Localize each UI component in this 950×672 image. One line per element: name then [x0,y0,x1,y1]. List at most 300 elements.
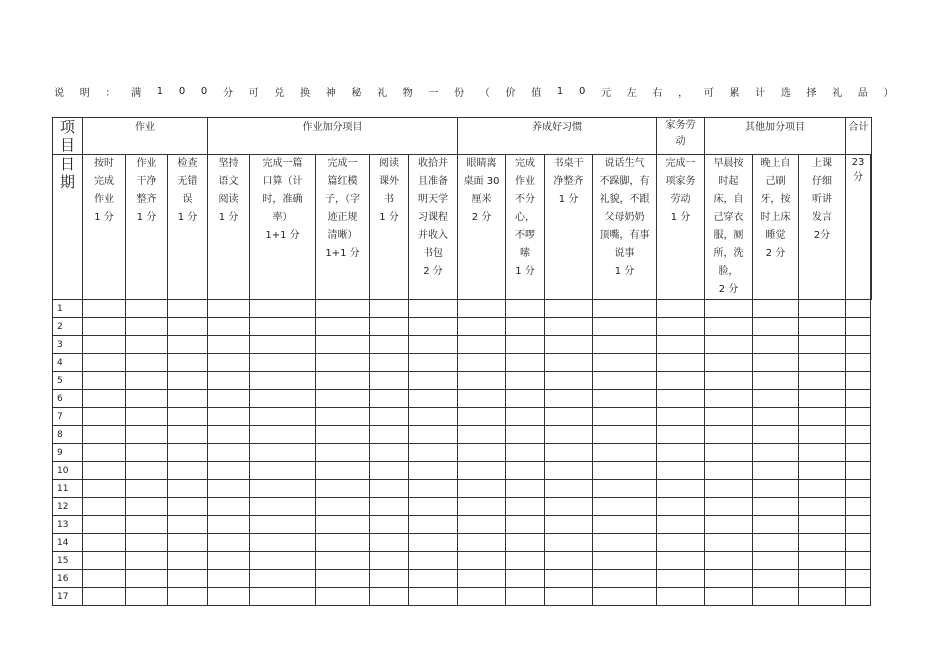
score-cell[interactable] [657,354,705,372]
score-cell[interactable] [753,300,799,318]
score-cell[interactable] [316,570,370,588]
score-cell[interactable] [370,372,409,390]
score-cell[interactable] [506,336,545,354]
score-cell[interactable] [545,552,593,570]
score-cell[interactable] [168,462,208,480]
score-cell[interactable] [657,300,705,318]
score-cell[interactable] [370,516,409,534]
score-cell[interactable] [168,372,208,390]
score-cell[interactable] [458,300,506,318]
score-cell[interactable] [250,462,316,480]
score-cell[interactable] [370,444,409,462]
score-cell[interactable] [370,336,409,354]
score-cell[interactable] [799,588,846,606]
score-cell[interactable] [168,318,208,336]
score-cell[interactable] [545,570,593,588]
score-cell[interactable] [846,534,871,552]
note-char: 右 [652,87,663,99]
score-cell[interactable] [316,372,370,390]
score-cell[interactable] [409,390,458,408]
score-cell[interactable] [593,426,657,444]
score-cell[interactable] [409,534,458,552]
score-cell[interactable] [458,336,506,354]
score-cell[interactable] [168,516,208,534]
score-cell[interactable] [506,570,545,588]
criterion-cell [409,155,458,300]
score-cell[interactable] [799,390,846,408]
score-cell[interactable] [208,372,250,390]
score-cell[interactable] [753,480,799,498]
score-cell[interactable] [208,570,250,588]
score-cell[interactable] [409,372,458,390]
score-cell[interactable] [545,318,593,336]
score-cell[interactable] [657,426,705,444]
score-cell[interactable] [545,444,593,462]
score-cell[interactable] [208,480,250,498]
score-cell[interactable] [83,480,126,498]
score-cell[interactable] [316,480,370,498]
score-cell[interactable] [126,390,168,408]
score-cell[interactable] [409,354,458,372]
score-cell[interactable] [846,300,871,318]
score-cell[interactable] [126,354,168,372]
score-cell[interactable] [545,372,593,390]
score-cell[interactable] [409,480,458,498]
score-cell[interactable] [753,390,799,408]
score-cell[interactable] [208,390,250,408]
score-cell[interactable] [593,300,657,318]
score-cell[interactable] [506,516,545,534]
score-cell[interactable] [705,588,753,606]
score-cell[interactable] [316,552,370,570]
score-cell[interactable] [409,588,458,606]
score-cell[interactable] [458,426,506,444]
score-cell[interactable] [168,534,208,552]
score-cell[interactable] [316,426,370,444]
score-cell[interactable] [83,534,126,552]
score-cell[interactable] [250,336,316,354]
score-cell[interactable] [126,570,168,588]
score-cell[interactable] [250,498,316,516]
score-cell[interactable] [846,588,871,606]
score-cell[interactable] [409,444,458,462]
score-cell[interactable] [506,354,545,372]
score-cell[interactable] [409,570,458,588]
score-cell[interactable] [506,444,545,462]
score-cell[interactable] [753,408,799,426]
score-cell[interactable] [126,426,168,444]
score-cell[interactable] [846,426,871,444]
score-cell[interactable] [316,534,370,552]
score-cell[interactable] [458,462,506,480]
score-cell[interactable] [316,318,370,336]
score-cell[interactable] [250,534,316,552]
score-cell[interactable] [409,336,458,354]
score-cell[interactable] [506,300,545,318]
score-cell[interactable] [208,354,250,372]
score-cell[interactable] [126,498,168,516]
score-cell[interactable] [506,588,545,606]
score-cell[interactable] [370,318,409,336]
score-cell[interactable] [458,498,506,516]
score-cell[interactable] [506,480,545,498]
score-cell[interactable] [799,318,846,336]
score-cell[interactable] [799,336,846,354]
score-cell[interactable] [168,354,208,372]
score-cell[interactable] [208,462,250,480]
score-cell[interactable] [846,516,871,534]
score-cell[interactable] [208,426,250,444]
score-cell[interactable] [545,516,593,534]
score-cell[interactable] [593,534,657,552]
score-cell[interactable] [83,390,126,408]
score-cell[interactable] [208,534,250,552]
score-cell[interactable] [83,444,126,462]
score-cell[interactable] [705,534,753,552]
score-cell[interactable] [126,336,168,354]
score-cell[interactable] [83,498,126,516]
score-cell[interactable] [593,588,657,606]
score-cell[interactable] [593,570,657,588]
score-cell[interactable] [846,354,871,372]
score-cell[interactable] [370,588,409,606]
score-cell[interactable] [168,552,208,570]
score-cell[interactable] [799,480,846,498]
score-cell[interactable] [506,534,545,552]
score-cell[interactable] [506,498,545,516]
score-cell[interactable] [799,300,846,318]
score-cell[interactable] [657,462,705,480]
score-cell[interactable] [753,354,799,372]
score-cell[interactable] [593,480,657,498]
score-cell[interactable] [83,516,126,534]
score-cell[interactable] [208,516,250,534]
score-cell[interactable] [83,552,126,570]
note-char: ： [105,87,116,99]
score-cell[interactable] [316,516,370,534]
score-cell[interactable] [208,588,250,606]
score-cell[interactable] [370,570,409,588]
score-cell[interactable] [208,552,250,570]
score-cell[interactable] [593,318,657,336]
score-cell[interactable] [705,336,753,354]
score-cell[interactable] [250,570,316,588]
day-number: 2 [53,318,83,336]
score-cell[interactable] [705,462,753,480]
score-cell[interactable] [657,372,705,390]
score-cell[interactable] [168,444,208,462]
score-cell[interactable] [250,372,316,390]
note-char: 说 [54,87,64,99]
score-cell[interactable] [705,372,753,390]
score-cell[interactable] [846,408,871,426]
score-cell[interactable] [458,534,506,552]
score-cell[interactable] [705,408,753,426]
score-cell[interactable] [409,408,458,426]
score-cell[interactable] [370,300,409,318]
score-cell[interactable] [409,462,458,480]
score-cell[interactable] [593,444,657,462]
score-cell[interactable] [316,408,370,426]
score-cell[interactable] [208,444,250,462]
score-cell[interactable] [846,462,871,480]
score-cell[interactable] [705,552,753,570]
score-cell[interactable] [506,552,545,570]
score-cell[interactable] [545,300,593,318]
score-cell[interactable] [370,354,409,372]
score-cell[interactable] [250,300,316,318]
score-cell[interactable] [250,408,316,426]
score-cell[interactable] [370,408,409,426]
score-cell[interactable] [126,480,168,498]
score-cell[interactable] [753,462,799,480]
score-cell[interactable] [593,498,657,516]
score-cell[interactable] [657,588,705,606]
score-cell[interactable] [657,318,705,336]
score-cell[interactable] [705,498,753,516]
score-cell[interactable] [705,516,753,534]
score-cell[interactable] [506,426,545,444]
score-cell[interactable] [83,570,126,588]
score-cell[interactable] [593,552,657,570]
score-cell[interactable] [409,516,458,534]
score-cell[interactable] [409,318,458,336]
score-cell[interactable] [83,462,126,480]
score-cell[interactable] [126,516,168,534]
score-cell[interactable] [799,426,846,444]
score-cell[interactable] [545,408,593,426]
score-cell[interactable] [753,444,799,462]
score-cell[interactable] [593,336,657,354]
score-cell[interactable] [545,480,593,498]
score-cell[interactable] [126,318,168,336]
score-cell[interactable] [657,390,705,408]
day-number: 7 [53,408,83,426]
score-cell[interactable] [846,552,871,570]
score-cell[interactable] [316,444,370,462]
score-cell[interactable] [168,588,208,606]
score-cell[interactable] [370,552,409,570]
score-cell[interactable] [208,498,250,516]
score-cell[interactable] [370,390,409,408]
score-cell[interactable] [799,444,846,462]
score-cell[interactable] [705,354,753,372]
score-cell[interactable] [409,426,458,444]
score-cell[interactable] [316,300,370,318]
score-cell[interactable] [250,480,316,498]
score-cell[interactable] [799,516,846,534]
score-cell[interactable] [705,426,753,444]
score-cell[interactable] [83,426,126,444]
score-cell[interactable] [657,516,705,534]
score-cell[interactable] [593,390,657,408]
score-cell[interactable] [753,498,799,516]
score-cell[interactable] [545,534,593,552]
score-cell[interactable] [657,408,705,426]
score-cell[interactable] [83,354,126,372]
score-cell[interactable] [458,408,506,426]
score-cell[interactable] [753,552,799,570]
score-cell[interactable] [168,408,208,426]
criterion-text: 按时 完成 作业 [94,158,114,205]
score-cell[interactable] [753,336,799,354]
score-cell[interactable] [657,570,705,588]
score-cell[interactable] [250,552,316,570]
score-cell[interactable] [753,588,799,606]
note-char: 元 [601,87,611,99]
score-cell[interactable] [316,390,370,408]
score-cell[interactable] [705,444,753,462]
score-cell[interactable] [250,516,316,534]
score-cell[interactable] [506,318,545,336]
score-cell[interactable] [753,318,799,336]
score-cell[interactable] [126,444,168,462]
score-cell[interactable] [83,588,126,606]
score-cell[interactable] [705,480,753,498]
score-cell[interactable] [753,516,799,534]
score-cell[interactable] [458,390,506,408]
score-cell[interactable] [506,462,545,480]
score-cell[interactable] [126,462,168,480]
score-cell[interactable] [846,480,871,498]
score-cell[interactable] [250,588,316,606]
score-cell[interactable] [846,390,871,408]
note-char: 择 [806,87,817,99]
score-cell[interactable] [83,318,126,336]
score-cell[interactable] [705,318,753,336]
score-cell[interactable] [168,426,208,444]
day-number: 13 [53,516,83,534]
score-cell[interactable] [545,390,593,408]
score-cell[interactable] [846,318,871,336]
score-cell[interactable] [458,570,506,588]
score-cell[interactable] [250,426,316,444]
score-cell[interactable] [126,372,168,390]
score-cell[interactable] [409,552,458,570]
score-cell[interactable] [370,462,409,480]
score-cell[interactable] [705,570,753,588]
score-cell[interactable] [846,570,871,588]
score-cell[interactable] [458,354,506,372]
score-cell[interactable] [370,480,409,498]
score-cell[interactable] [545,336,593,354]
score-cell[interactable] [208,408,250,426]
score-cell[interactable] [753,534,799,552]
score-cell[interactable] [83,336,126,354]
score-cell[interactable] [250,318,316,336]
score-cell[interactable] [846,498,871,516]
score-cell[interactable] [458,516,506,534]
score-cell[interactable] [250,390,316,408]
score-cell[interactable] [316,588,370,606]
score-cell[interactable] [799,498,846,516]
criterion-text: 早晨按 时起 床，自 己穿衣 服，厕 所，洗 脸， [713,158,744,277]
score-cell[interactable] [545,354,593,372]
score-cell[interactable] [168,336,208,354]
score-cell[interactable] [657,444,705,462]
score-cell[interactable] [83,408,126,426]
score-cell[interactable] [168,390,208,408]
score-cell[interactable] [753,426,799,444]
score-cell[interactable] [657,498,705,516]
score-cell[interactable] [799,372,846,390]
score-cell[interactable] [846,444,871,462]
score-cell[interactable] [126,552,168,570]
score-cell[interactable] [316,498,370,516]
score-cell[interactable] [506,372,545,390]
score-cell[interactable] [168,498,208,516]
score-cell[interactable] [657,552,705,570]
score-cell[interactable] [316,462,370,480]
score-cell[interactable] [506,408,545,426]
score-cell[interactable] [168,300,208,318]
score-cell[interactable] [705,300,753,318]
score-cell[interactable] [545,588,593,606]
score-cell[interactable] [593,354,657,372]
score-cell[interactable] [799,570,846,588]
score-cell[interactable] [458,588,506,606]
score-cell[interactable] [799,534,846,552]
score-cell[interactable] [83,300,126,318]
score-cell[interactable] [506,390,545,408]
score-cell[interactable] [126,408,168,426]
score-cell[interactable] [409,498,458,516]
score-cell[interactable] [168,480,208,498]
score-cell[interactable] [409,300,458,318]
score-cell[interactable] [250,444,316,462]
score-cell[interactable] [370,426,409,444]
score-cell[interactable] [208,336,250,354]
score-cell[interactable] [753,372,799,390]
score-cell[interactable] [126,534,168,552]
score-cell[interactable] [545,462,593,480]
score-cell[interactable] [126,300,168,318]
score-cell[interactable] [250,354,316,372]
score-cell[interactable] [208,318,250,336]
score-cell[interactable] [208,300,250,318]
score-cell[interactable] [545,426,593,444]
score-cell[interactable] [846,372,871,390]
score-cell[interactable] [593,516,657,534]
score-cell[interactable] [593,462,657,480]
score-cell[interactable] [657,534,705,552]
score-cell[interactable] [593,372,657,390]
score-cell[interactable] [458,480,506,498]
score-cell[interactable] [458,372,506,390]
score-cell[interactable] [593,408,657,426]
score-cell[interactable] [799,408,846,426]
score-cell[interactable] [458,318,506,336]
score-cell[interactable] [799,354,846,372]
score-cell[interactable] [799,462,846,480]
score-cell[interactable] [799,552,846,570]
score-cell[interactable] [316,336,370,354]
score-cell[interactable] [83,372,126,390]
score-cell[interactable] [705,390,753,408]
score-cell[interactable] [657,480,705,498]
score-cell[interactable] [545,498,593,516]
score-cell[interactable] [753,570,799,588]
score-cell[interactable] [458,552,506,570]
score-cell[interactable] [657,336,705,354]
score-cell[interactable] [458,444,506,462]
score-cell[interactable] [126,588,168,606]
score-cell[interactable] [846,336,871,354]
score-cell[interactable] [370,498,409,516]
score-cell[interactable] [316,354,370,372]
score-cell[interactable] [168,570,208,588]
score-cell[interactable] [370,534,409,552]
